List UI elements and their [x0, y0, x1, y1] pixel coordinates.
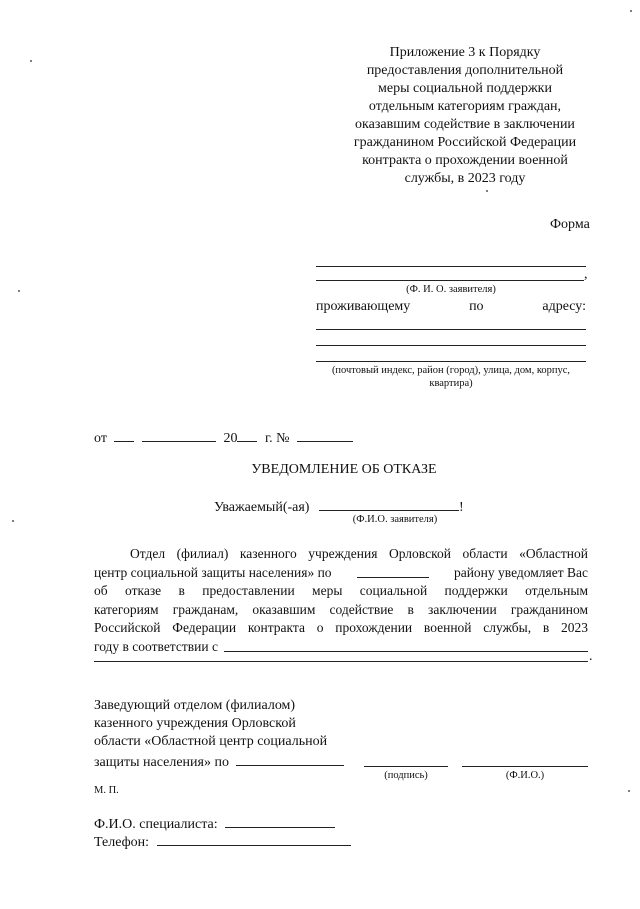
- appendix-header: [330, 44, 600, 188]
- address-line: [316, 361, 586, 362]
- trailing-comma: ,: [584, 267, 588, 282]
- applicant-name-line: [316, 266, 586, 267]
- body-text: центр социальной защиты населения» по: [94, 564, 332, 580]
- signature-blank[interactable]: [364, 766, 448, 767]
- scan-speck: [628, 790, 630, 792]
- name-blank[interactable]: [462, 766, 588, 767]
- form-label: Форма: [550, 217, 590, 232]
- header-line: гражданином Российской Федерации: [353, 135, 577, 150]
- body-text: году в соответствии с: [94, 638, 218, 654]
- specialist-name-label: Ф.И.О. специалиста:: [94, 817, 218, 832]
- body-line: категориям гражданам, оказавшим содействие в заключении гражданином: [94, 601, 588, 617]
- body-line: [94, 564, 588, 583]
- number-blank[interactable]: [297, 427, 353, 442]
- notice-body: [94, 545, 588, 656]
- year-blank[interactable]: [237, 427, 257, 442]
- body-line: Российской Федерации контракта о прохождении военной службы, в 2023: [94, 620, 588, 635]
- reason-continuation-line: [94, 661, 588, 662]
- applicant-name-caption: (Ф. И. О. заявителя): [406, 284, 496, 295]
- phone-blank[interactable]: [157, 831, 351, 846]
- header-line: меры социальной поддержки: [378, 81, 552, 96]
- scan-speck: [30, 60, 32, 62]
- residing-word: адресу:: [542, 299, 586, 314]
- residing-word: по: [469, 299, 484, 314]
- notice-title: УВЕДОМЛЕНИЕ ОБ ОТКАЗЕ: [251, 462, 437, 477]
- phone-label: Телефон:: [94, 835, 150, 850]
- number-label: г. №: [264, 431, 290, 446]
- year-prefix: 20: [223, 431, 238, 446]
- body-line: Отдел (филиал) казенного учреждения Орловской области «Областной: [130, 546, 588, 561]
- date-line: [94, 427, 353, 448]
- applicant-name-line: [316, 280, 584, 281]
- signature-line: области «Областной центр социальной: [94, 734, 328, 749]
- signature-line: Заведующий отделом (филиалом): [94, 698, 296, 713]
- scan-speck: [18, 290, 20, 292]
- address-line: [316, 329, 586, 330]
- phone-line: [94, 831, 351, 852]
- header-line: оказавшим содействие в заключении: [355, 117, 575, 132]
- specialist-name-blank[interactable]: [225, 813, 335, 828]
- body-text: району уведомляет Вас: [453, 564, 588, 580]
- address-caption: [310, 364, 592, 390]
- header-line: контракта о прохождении военной: [362, 153, 568, 168]
- residing-word: проживающему: [316, 299, 411, 314]
- signature-last-line: [94, 751, 344, 772]
- address-line: [316, 345, 586, 346]
- stamp-label: М. П.: [94, 785, 119, 796]
- reason-blank[interactable]: [224, 638, 588, 652]
- address-caption-line: (почтовый индекс, район (город), улица, дом, корпус,: [331, 365, 571, 376]
- salutation-name-blank[interactable]: [319, 496, 459, 511]
- header-line: предоставления дополнительной: [366, 63, 564, 78]
- department-blank[interactable]: [236, 751, 344, 766]
- signature-caption: (подпись): [384, 770, 428, 781]
- scan-speck: [486, 190, 488, 192]
- day-blank[interactable]: [114, 427, 134, 442]
- address-caption-line: квартира): [429, 378, 473, 389]
- body-line: об отказе в предоставлении меры социальной поддержки отдельным: [94, 583, 588, 598]
- header-line: отдельным категориям граждан,: [368, 99, 562, 114]
- month-blank[interactable]: [142, 427, 216, 442]
- district-blank[interactable]: [357, 564, 429, 578]
- salutation-text: Уважаемый(-ая): [214, 500, 310, 515]
- header-line: Приложение 3 к Порядку: [389, 45, 541, 60]
- signature-line: казенного учреждения Орловской: [94, 716, 296, 731]
- name-caption: (Ф.И.О.): [505, 770, 545, 781]
- salutation-caption: (Ф.И.О. заявителя): [352, 514, 438, 525]
- end-period: .: [589, 649, 593, 664]
- residing-line: [316, 298, 586, 316]
- header-line: службы, в 2023 году: [404, 171, 526, 186]
- signature-block: [94, 697, 364, 751]
- signature-line: защиты населения» по: [94, 755, 229, 770]
- date-from-label: от: [94, 431, 107, 446]
- scan-speck: [630, 10, 632, 12]
- exclamation-mark: !: [458, 500, 464, 515]
- scan-speck: [12, 520, 14, 522]
- body-line: [94, 638, 588, 657]
